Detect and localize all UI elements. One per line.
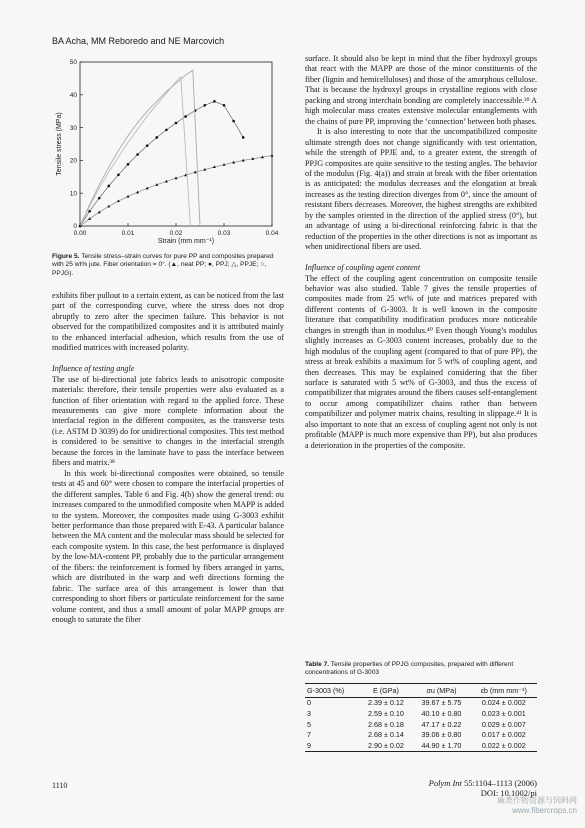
data-point bbox=[117, 174, 120, 177]
data-point bbox=[88, 217, 91, 220]
table-header-cell: εb (mm mm⁻¹) bbox=[471, 683, 537, 697]
paragraph: surface. It should also be kept in mind that the fiber hydroxyl groups that react with the MAPP are those of the minor constituents of the fiber (lignin and hemicelluloses) and those of the amorphous cellulose. That is because the hydroxyl groups in crystalline regions with close packing and strong interchain bonding are completely inaccessible.³⁹ A high molecular mass creates extensive molecular entanglements with the chains of pure PP, improving the ‘connection’ between both phases. bbox=[305, 54, 537, 126]
y-axis-label: Tensile stress (MPa) bbox=[56, 112, 63, 176]
y-tick-label: 0 bbox=[73, 223, 77, 231]
table-cell: 2.90 ± 0.02 bbox=[360, 740, 413, 751]
table-cell: 0.029 ± 0.007 bbox=[481, 719, 526, 729]
x-tick-label: 0.02 bbox=[169, 230, 183, 237]
y-tick-label: 40 bbox=[69, 92, 77, 99]
table-header-cell: σu (MPa) bbox=[412, 683, 470, 697]
table-cell: 44.90 ± 1.70 bbox=[412, 740, 470, 751]
table-header-row bbox=[305, 683, 537, 697]
table-cell: 40.10 ± 0.80 bbox=[421, 708, 462, 718]
data-point bbox=[146, 144, 149, 147]
section-heading: Influence of testing angle bbox=[52, 364, 135, 374]
properties-table bbox=[305, 683, 537, 752]
figure-caption-text: Tensile stress–strain curves for pure PP and composites prepared with 25 wt% jute. Fiber orientation = 0°. (▲, neat PP; ●, PPJ; △, PPJE; ○, PPJG). bbox=[52, 253, 274, 277]
table-cell: 9 bbox=[305, 740, 360, 751]
paragraph: The effect of the coupling agent concentration on composite tensile behavior was also studied. Table 7 gives the tensile properties of composites made from 25 wt% of jute and matrices prepared with different contents of G-3003. It is well known in the composite literature that compatibility modification produces more noticeable changes in strength than in modulus.⁴⁰ Even though Young’s modulus slightly increases as G-3003 content increases, probably due to the high modulus of the coupling agent (compared to that of pure PP), the stress at break exhibits a maximum for 5 wt% of coupling agent, and then decreases. This may be explained considering that the fiber surface is saturated with 5 wt% of G-3003, and thus the excess of compatibilizer that migrates around the fibers causes self-entanglement to occur among compatibilizer chains rather than between compatibilizer and polymer matrix chains, resulting in slippage.⁴¹ It is also important to note that an excess of coupling agent not only is not profitable (MAPP is much more expensive than PP), but also produces a deterioration in the properties of the composite. bbox=[305, 273, 537, 450]
volume-pages: 55:1104–1113 (2006) bbox=[464, 778, 537, 788]
table-cell: 2.39 ± 0.12 bbox=[367, 698, 404, 708]
figure-caption-label: Figure 5. bbox=[52, 253, 80, 260]
data-point bbox=[165, 129, 168, 132]
section-heading: Influence of coupling agent content bbox=[305, 263, 421, 273]
y-tick-label: 50 bbox=[69, 59, 77, 67]
table-row bbox=[305, 730, 537, 741]
table-header-cell: G-3003 (%) bbox=[305, 683, 360, 697]
x-tick-label: 0.00 bbox=[73, 230, 87, 237]
journal-footer bbox=[429, 778, 537, 798]
y-tick-label: 10 bbox=[69, 190, 77, 198]
data-point bbox=[271, 154, 274, 157]
data-point bbox=[184, 115, 187, 118]
data-point bbox=[213, 100, 216, 103]
right-text-column bbox=[305, 54, 537, 451]
y-tick-label: 20 bbox=[69, 157, 77, 165]
stress-strain-chart bbox=[52, 50, 284, 248]
table-caption bbox=[305, 661, 537, 678]
paragraph: The use of bi-directional jute fabrics leads to anisotropic composite materials: therefore, their tensile properties were also evaluated as a function of fiber orientation with regard to the applied force. These measurements can give more complete information about the interfacial region in the different composites, as the transverse tests (i.e. ASTM D 3039) do for unidirectional composites. This test method is considered to be sensitive to changes in the interfacial strength because the forces in the laminate have to pass the interface between fibers and matrix.³⁸ bbox=[52, 374, 284, 468]
table-cell: 0.024 ± 0.002 bbox=[481, 698, 526, 708]
data-point bbox=[88, 210, 91, 213]
running-header-authors: BA Acha, MM Reboredo and NE Marcovich bbox=[52, 36, 225, 46]
data-point bbox=[232, 120, 235, 123]
paragraph: It is also interesting to note that the uncompatibilized composite ultimate strength does not change significantly with test orientation, while the strength of PPJE and, to a greater extent, the strength of PPJG composites are quite sensitive to the testing angles. The behavior of the modulus (Fig. 4(a)) and strain at break with the fiber orientation is as anticipated: the modulus decreases and the elongation at break increases as the testing direction diverges from 0°, since the amount of resistant fibers decreases. Moreover, the highest strengths are exhibited by the samples oriented in the direction of the applied stress (0°), but an advantage of using a bi-directional reinforcing fabric is that the reduction of the properties in the other directions is not as important as when unidirectional fibers are used. bbox=[305, 127, 537, 252]
data-point bbox=[98, 211, 101, 214]
table-cell: 2.59 ± 0.10 bbox=[367, 708, 404, 718]
data-point bbox=[108, 185, 111, 188]
data-point bbox=[175, 122, 178, 125]
series-line-circle-open bbox=[80, 77, 190, 226]
paragraph: In this work bi-directional composites were obtained, so tensile tests at 45 and 60° were chosen to compare the interfacial properties of the different samples. Table 6 and Fig. 4(b) show the general trend: σu increases compared to the unmodified composite when MAPP is added to the system. Moreover, the composites made using G-3003 exhibit better performance than those prepared with E-43. A particular balance between the MA content and the molecular mass should be selected for each composite system. In this case, the best performance is displayed by the low-MA-content PP, probably due to the particular arrangement of the fibers: the reinforcement is formed by fibers arranged in yarns, which are distributed in the warp and weft directions forming the fabric. The surface area of this arrangement is lower than that corresponding to short fibers or particulate reinforcement for the same volume content, and thus a small amount of polar MAPP groups are enough to saturate the fiber bbox=[52, 468, 284, 625]
series-line-triangle-filled bbox=[80, 156, 272, 227]
table-cell: 2.68 ± 0.14 bbox=[367, 730, 404, 740]
data-point bbox=[136, 153, 139, 156]
plot-frame bbox=[80, 62, 272, 226]
table-cell: 39.06 ± 0.80 bbox=[421, 730, 462, 740]
table-row bbox=[305, 708, 537, 719]
table-cell: 0.017 ± 0.002 bbox=[481, 730, 526, 740]
watermark-line: www.fibercrops.cn bbox=[512, 806, 577, 815]
data-point bbox=[156, 136, 159, 139]
table-cell: 7 bbox=[307, 730, 311, 740]
data-point bbox=[98, 197, 101, 200]
table-caption-text: Tensile properties of PPJG composites, prepared with different concentrations of G-3003 bbox=[305, 661, 514, 677]
x-tick-label: 0.04 bbox=[265, 230, 279, 237]
table-caption-label: Table 7. bbox=[305, 661, 330, 668]
y-tick-label: 30 bbox=[69, 124, 77, 132]
table-cell: 0.023 ± 0.001 bbox=[481, 708, 526, 718]
watermark-line: 麻类作物资源与饲料网 bbox=[497, 796, 577, 805]
table-cell: 2.68 ± 0.18 bbox=[367, 719, 404, 729]
table-row bbox=[305, 740, 537, 751]
doi: DOI: 10.1002/pi bbox=[480, 788, 537, 798]
watermark bbox=[497, 796, 577, 816]
table-cell: 3 bbox=[307, 708, 311, 718]
data-point bbox=[127, 163, 130, 166]
table-cell: 0.022 ± 0.002 bbox=[471, 740, 537, 751]
series-line-circle-filled bbox=[80, 101, 243, 226]
table-cell: 47.17 ± 0.22 bbox=[421, 719, 462, 729]
page-number: 1110 bbox=[52, 781, 68, 790]
figure-caption bbox=[52, 253, 284, 278]
journal-name: Polym Int bbox=[428, 778, 462, 788]
table-cell: 39.67 ± 5.75 bbox=[421, 698, 462, 708]
table-row bbox=[305, 697, 537, 708]
paragraph: exhibits fiber pullout to a certain extent, as can be noticed from the last part of the corresponding curve, where the stress does not drop abruptly to zero after the specimen failure. This behavior is not observed for the compatibilized composites and it is attributed mainly to the enhanced interfacial adhesion, which results from the use of modified matrices with increased polarity. bbox=[52, 291, 284, 353]
table-cell: 0 bbox=[307, 698, 311, 708]
table-header-cell: E (GPa) bbox=[360, 683, 413, 697]
data-point bbox=[204, 104, 207, 107]
table-row bbox=[305, 719, 537, 730]
table-7 bbox=[305, 661, 537, 752]
x-axis-label: Strain (mm mm⁻¹) bbox=[157, 238, 215, 245]
data-point bbox=[223, 104, 226, 107]
data-point bbox=[242, 136, 245, 139]
left-text-column bbox=[52, 291, 284, 625]
x-tick-label: 0.03 bbox=[217, 230, 231, 237]
table-cell: 5 bbox=[307, 719, 311, 729]
x-tick-label: 0.01 bbox=[121, 230, 135, 237]
